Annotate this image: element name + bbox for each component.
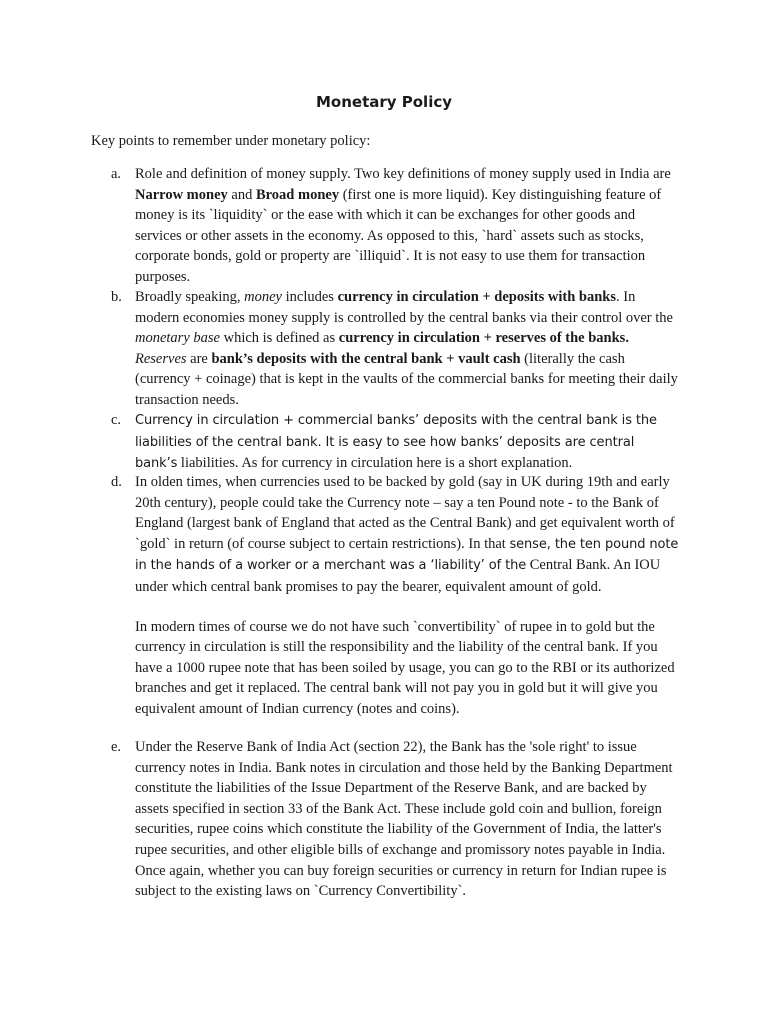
- list-item-d: [111, 472, 680, 720]
- list-item-c: [111, 410, 680, 475]
- item-a-paragraph: Role and definition of money supply. Two key definitions of money supply used in India are Narrow money and Broad money (first one is more liquid). Key distinguishing feature of money is its `liquidity` or the ease with which it can be exchanges for other goods and services or other assets in the economy. As opposed to this, `hard` assets such as stocks, corporate bonds, gold or property are `illiquid`. It is not easy to use them for transaction purposes.: [135, 166, 671, 285]
- item-b-paragraph: Broadly speaking, money includes currency in circulation + deposits with banks. In modern economies money supply is controlled by the central banks via their control over the monetary base which is defined as currency in circulation + reserves of the banks. Reserves are bank’s deposits with the central bank + vault cash (literally the cash (currency + coinage) that is kept in the vaults of the commercial banks for meeting their daily transaction needs.: [135, 289, 678, 408]
- list-marker: b.: [111, 289, 122, 305]
- page-title: Monetary Policy: [315, 93, 453, 111]
- list-marker: a.: [111, 166, 122, 182]
- list-item-a: [111, 164, 680, 288]
- item-d-paragraph-1: In olden times, when currencies used to be backed by gold (say in UK during 19th and early 20th century), people could take the Currency note – say a ten Pound note - to the Bank of England (largest bank of England that acted as the Central Bank) and get equivalent worth of `gold` in return (of course subject to certain restrictions). In that sense, the ten pound note in the hands of a worker or a merchant was a ‘liability’ of the Central Bank. An IOU under which central bank promises to pay the bearer, equivalent amount of gold.: [135, 474, 679, 595]
- item-d-paragraph-2: In modern times of course we do not have such `convertibility` of rupee in to gold but the currency in circulation is still the responsibility and the liability of the central bank. If you have a 1000 rupee note that has been soiled by usage, you can go to the RBI or its authorized branches and get it replaced. The central bank will not pay you in gold but it will give you equivalent amount of Indian currency (notes and coins).: [135, 618, 675, 717]
- broad-money-term: Broad money: [255, 186, 340, 203]
- intro-text: Key points to remember under monetary policy:: [91, 133, 371, 149]
- list-item-b: [111, 287, 680, 411]
- list-marker: e.: [111, 739, 122, 755]
- narrow-money-term: Narrow money: [135, 186, 228, 203]
- item-e-paragraph: Under the Reserve Bank of India Act (section 22), the Bank has the 'sole right' to issue currency notes in India. Bank notes in circulation and those held by the Banking Department constitute the liabilities of the Issue Department of the Reserve Bank, and are backed by assets specified in section 33 of the Bank Act. These include gold coin and bullion, foreign securities, rupee coins which constitute the liability of the Government of India, the latter's rupee securities, and other eligible bills of exchange and promissory notes payable in India. Once again, whether you can buy foreign securities or currency in return for Indian rupee is subject to the existing laws on `Currency Convertibility`.: [135, 739, 673, 900]
- list-marker: c.: [111, 412, 122, 428]
- item-c-paragraph: Currency in circulation + commercial banks’ deposits with the central bank is the liabilities of the central bank. It is easy to see how banks’ deposits are central bank’s liabilities. As for currency in circulation here is a short explanation.: [135, 413, 657, 472]
- list-item-e: [111, 737, 680, 902]
- list-marker: d.: [111, 474, 122, 490]
